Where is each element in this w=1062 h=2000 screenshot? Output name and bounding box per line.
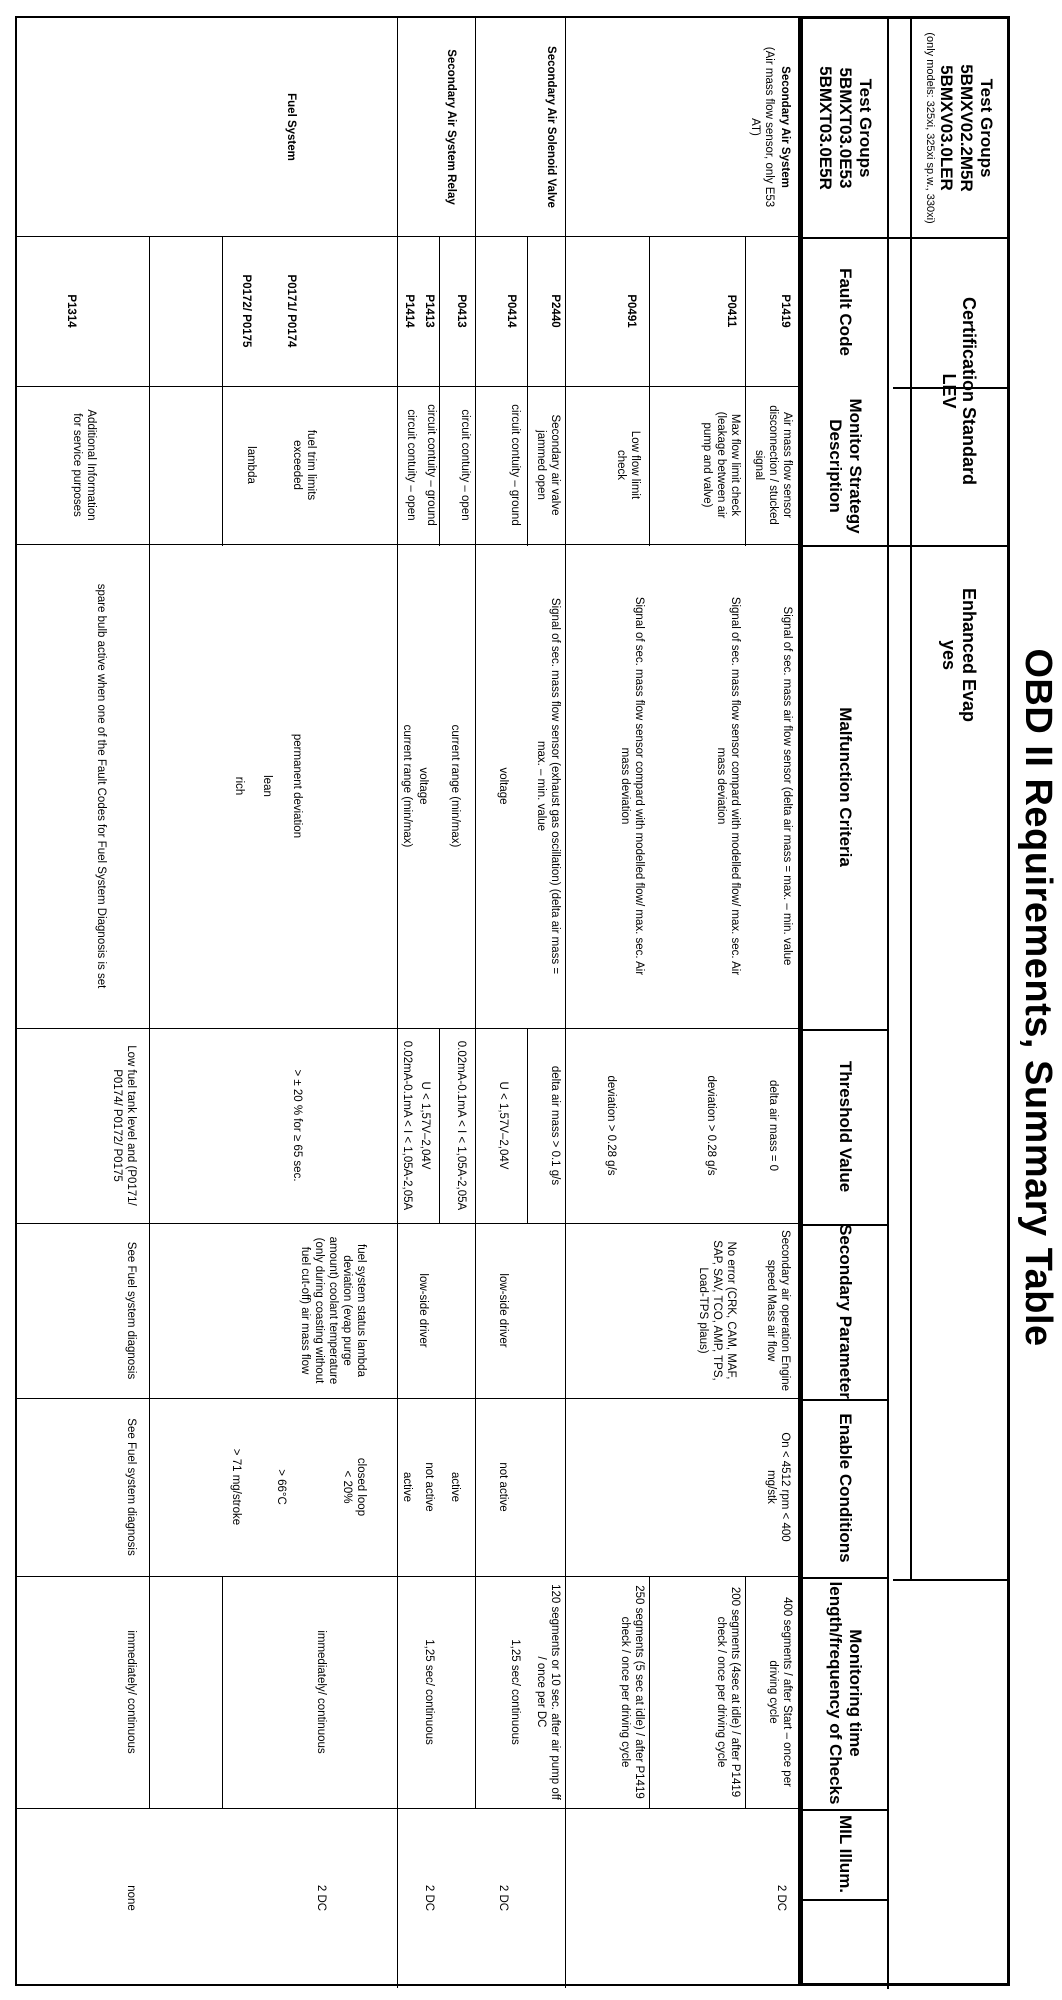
p1314-criteria: spare bulb active when one of the Fault Codes for Fuel System Diagnosis is set bbox=[95, 583, 107, 989]
p0413-code: P0413 bbox=[455, 294, 467, 328]
p0491-code: P0491 bbox=[625, 294, 637, 328]
p0411-code: P0411 bbox=[725, 294, 737, 328]
test-groups-1-a: 5BMXV02.2M5R bbox=[957, 64, 976, 192]
col-header-criteria: Malfunction Criteria bbox=[836, 707, 855, 867]
p0414-criteria: voltage bbox=[497, 767, 509, 805]
col-header-monitor: Monitor Strategy Description bbox=[826, 398, 865, 534]
fuel-enable-3: > 66°C bbox=[275, 1469, 287, 1505]
test-groups-1-label: Test Groups bbox=[977, 78, 996, 178]
fuel-mil: 2 DC bbox=[315, 1884, 327, 1912]
relay-mil: 2 DC bbox=[423, 1884, 435, 1912]
sol-component: Secondary Air Solenoid Valve bbox=[545, 46, 557, 208]
cert-std-1-value: LEV bbox=[939, 373, 960, 409]
p0172-monitor: lambda bbox=[245, 446, 257, 484]
p1414-threshold: 0.02mA-0.1mA < I < 1,05A-2,05A bbox=[401, 1040, 413, 1211]
relay-time: 1,25 sec/ continuous bbox=[423, 1639, 435, 1745]
fuel-enable-4: > 71 mg/stroke bbox=[230, 1448, 242, 1526]
p0411-time: 200 segments (4sec at idle) / after P1419 check / once per driving cycle bbox=[715, 1586, 741, 1798]
p1413-monitor: circuit contuity – ground bbox=[425, 404, 437, 526]
table-header bbox=[800, 16, 1010, 1986]
sol-enable-2: active bbox=[449, 1471, 461, 1503]
col-header-fault-code: Fault Code bbox=[836, 268, 855, 356]
p0414-threshold: U < 1,57V–2,04V bbox=[497, 1081, 509, 1170]
sas-component: Secondary Air System bbox=[779, 66, 791, 188]
p1413-criteria: voltage bbox=[417, 767, 429, 805]
cert-std-1-label: Certification Standard bbox=[959, 296, 980, 486]
col-header-monitoring-time: Monitoring time length/frequency of Checks bbox=[826, 1581, 865, 1805]
p1419-threshold: delta air mass = 0 bbox=[767, 1079, 779, 1172]
page-title: OBD II Requirements, Summary Table bbox=[1017, 648, 1059, 1347]
col-header-secondary: Secondary Parameter bbox=[836, 1224, 855, 1399]
test-groups-2-b: 5BMXT03.0E5R bbox=[816, 66, 835, 190]
p1414-monitor: circuit contuity – open bbox=[405, 409, 417, 521]
requirements-table bbox=[15, 16, 800, 1986]
test-groups-2-label: Test Groups bbox=[856, 78, 875, 178]
col-header-threshold: Threshold Value bbox=[836, 1060, 855, 1193]
sas-mil: 2 DC bbox=[775, 1884, 787, 1912]
enhanced-evap bbox=[912, 545, 1007, 765]
p0172-criteria-rich: rich bbox=[233, 776, 245, 796]
fuel-component: Fuel System bbox=[285, 93, 297, 161]
p0411-threshold: deviation > 0.28 g/s bbox=[705, 1075, 717, 1176]
col-header-mil: MIL Illum. bbox=[836, 1814, 855, 1894]
enhanced-evap-value: yes bbox=[939, 639, 960, 671]
p1314-code: P1314 bbox=[65, 294, 77, 328]
p1419-code: P1419 bbox=[779, 294, 791, 328]
sas-enable: On < 4512 rpm < 400 mg/stk bbox=[765, 1432, 791, 1542]
p0411-monitor: Max flow limit check (leakage between air pump and valve) bbox=[701, 411, 741, 519]
sol-secondary: low-side driver bbox=[497, 1273, 509, 1348]
cert-std-1 bbox=[912, 237, 1007, 545]
sol-time: 1,25 sec/ continuous bbox=[509, 1639, 521, 1745]
p0171-monitor: fuel trim limits exceeded bbox=[291, 429, 317, 501]
relay-enable-1: not active bbox=[423, 1462, 435, 1512]
p0172-code: P0172/ P0175 bbox=[240, 274, 252, 348]
p1419-criteria: Signal of sec. mass air flow sensor (delta air mass = max. – min. value bbox=[781, 606, 793, 966]
p1413-threshold: U < 1,57V–2,04V bbox=[419, 1081, 431, 1170]
p0171-criteria: permanent deviation bbox=[291, 733, 303, 839]
p2440-threshold: delta air mass > 0.1 g/s bbox=[549, 1065, 561, 1186]
relay-enable-2: active bbox=[401, 1471, 413, 1503]
sas-secondary: Secondary air operation Engine speed Mass air flow bbox=[765, 1229, 791, 1392]
p1314-threshold: Low fuel tank level and (P0171/ P0174/ P0172/ P0175 bbox=[111, 1045, 137, 1206]
relay-component: Secondary Air System Relay bbox=[445, 49, 457, 205]
sol-enable-1: not active bbox=[497, 1462, 509, 1512]
test-groups-2-a: 5BMXT03.0E53 bbox=[836, 67, 855, 189]
p1413-code: P1413 bbox=[423, 294, 435, 328]
p1414-code: P1414 bbox=[403, 294, 415, 328]
fuel-enable-1: closed loop bbox=[355, 1457, 367, 1517]
p1314-mil: none bbox=[125, 1885, 137, 1911]
p0411-criteria: Signal of sec. mass flow sensor compard with modelled flow/ max. sec. Air mass deviation bbox=[715, 596, 741, 976]
fuel-enable-2: < 20% bbox=[341, 1470, 353, 1504]
p0171-code: P0171/ P0174 bbox=[285, 274, 297, 348]
p0414-monitor: circuit contuity – ground bbox=[509, 404, 521, 526]
p0491-time: 250 segments (5 sec at idle) / after P1419 check / once per driving cycle bbox=[619, 1585, 645, 1799]
p2440-code: P2440 bbox=[549, 294, 561, 328]
p2440-criteria: Signal of sec. mass flow sensor (exhaust gas oscillation) (delta air mass = max. – min. value bbox=[535, 597, 561, 975]
p0172-criteria-lean: lean bbox=[261, 775, 273, 797]
p2440-time: 120 segments or 10 sec. after air pump off / once per DC bbox=[535, 1584, 561, 1800]
sol-mil: 2 DC bbox=[497, 1884, 509, 1912]
p0413-criteria: current range (min/max) bbox=[449, 724, 461, 848]
p1419-time: 400 segments / after Start – once per driving cycle bbox=[767, 1597, 793, 1787]
enhanced-evap-label: Enhanced Evap bbox=[959, 587, 980, 723]
p2440-monitor: Secondary air valve jammed open bbox=[535, 414, 561, 516]
p0413-threshold: 0.02mA-0.1mA < I < 1,05A-2,05A bbox=[455, 1040, 467, 1211]
p0491-criteria: Signal of sec. mass flow sensor compard with modelled flow/ max. sec. Air mass deviation bbox=[619, 596, 645, 976]
sas-secondary-2: No error (CRK, CAM, MAF, SAP, SAV, TCO, AMP, TPS, Load-TPS plaus) bbox=[697, 1240, 737, 1381]
p1314-time: immediately/ continuous bbox=[125, 1630, 137, 1754]
fuel-secondary: fuel system status lambda deviation (evap purge amount) coolant temperature (only during coasting without fuel cut-off) air mass flow bbox=[299, 1236, 367, 1385]
p1314-monitor: Additional Information for service purposes bbox=[71, 409, 97, 521]
p0414-code: P0414 bbox=[505, 294, 517, 328]
p1414-criteria: current range (min/max) bbox=[401, 724, 413, 848]
col-header-enable: Enable Conditions bbox=[836, 1413, 855, 1563]
test-groups-1-note: (only models: 325xi, 325xi sp.w., 330xi) bbox=[924, 32, 936, 224]
p0171-threshold: > ± 20 % for ≥ 65 sec. bbox=[291, 1069, 303, 1182]
fuel-time: immediately/ continuous bbox=[315, 1630, 327, 1754]
p1314-enable: See Fuel system diagnosis bbox=[125, 1418, 137, 1556]
test-groups-2 bbox=[801, 19, 889, 237]
test-groups-1-b: 5BMXV03.0LER bbox=[937, 65, 956, 191]
p1314-secondary: See Fuel system diagnosis bbox=[125, 1241, 137, 1380]
p0491-threshold: deviation > 0.28 g/s bbox=[605, 1075, 617, 1176]
p0413-monitor: circuit contuity – open bbox=[459, 409, 471, 521]
p0491-monitor: Low flow limit check bbox=[615, 430, 641, 500]
sas-component-note: (Air mass flow sensor, only E53 AT) bbox=[749, 46, 775, 208]
p1419-monitor: Air mass flow sensor disconnection / stucked signal bbox=[753, 405, 793, 525]
relay-secondary: low-side driver bbox=[417, 1273, 429, 1348]
test-groups-1 bbox=[912, 19, 1007, 237]
